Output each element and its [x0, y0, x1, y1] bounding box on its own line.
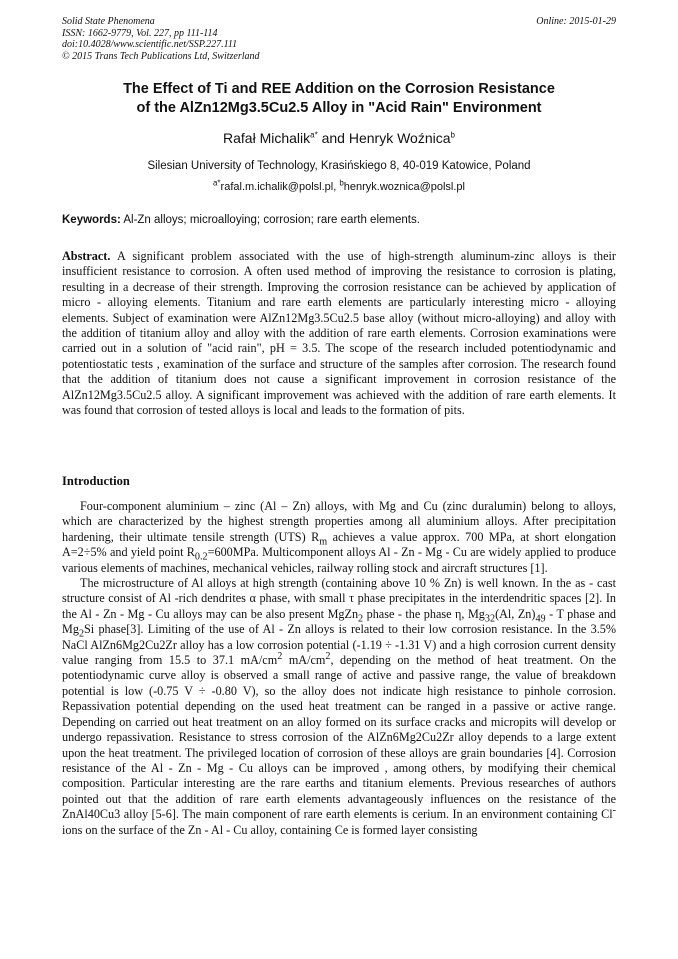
paper-title	[62, 80, 616, 118]
keywords-text: Al-Zn alloys; microalloying; corrosion; rare earth elements.	[120, 214, 420, 226]
intro-p2-sup-f: 2	[325, 651, 331, 662]
introduction-heading: Introduction	[62, 474, 130, 488]
keywords	[62, 214, 616, 226]
author-1: Rafał Michalik	[223, 130, 311, 146]
intro-p2-sub-b: 32	[484, 613, 496, 625]
title-line-2: of the AlZn12Mg3.5Cu2.5 Alloy in "Acid Rain" Environment	[136, 100, 542, 116]
author-2-mark: b	[450, 130, 455, 140]
intro-p2-sub-d: 2	[78, 628, 85, 640]
email-2-mark: b	[339, 178, 344, 188]
copyright-line: © 2015 Trans Tech Publications Ltd, Switzerland	[62, 50, 260, 62]
abstract	[62, 249, 616, 418]
intro-p2-text-a: The microstructure of Al alloys at high strength (containing above 10 % Zn) is well known. In the as - cast structure consist of Al -rich dendrites α phase, with small τ phase precipitates in the interdendritic spaces [2]. In the Al - Zn - Mg - Cu alloys may can be also present MgZn	[62, 576, 616, 621]
intro-p2-sup-e: 2	[277, 651, 283, 662]
intro-p2-text-d: - T phase and Mg	[62, 606, 617, 637]
intro-p2-text-f: mA/cm	[282, 653, 326, 668]
doi-line: doi:10.4028/www.scientific.net/SSP.227.111	[62, 39, 238, 51]
issn-line: ISSN: 1662-9779, Vol. 227, pp 111-114	[62, 27, 218, 39]
keywords-label: Keywords:	[62, 214, 121, 226]
intro-p2-text-c: (Al, Zn)	[495, 606, 536, 621]
intro-p2-sub-a: 2	[358, 613, 364, 625]
affiliation: Silesian University of Technology, Krasińskiego 8, 40-019 Katowice, Poland	[147, 160, 531, 172]
intro-p1-text-b: achieves a value approx. 700 MPa, at short elongation A=2÷5% and yield point R	[62, 529, 616, 560]
email-1[interactable]: rafal.m.ichalik@polsl.pl,	[220, 181, 340, 193]
intro-p2-sub-c: 49	[535, 613, 546, 625]
author-1-mark: a*	[310, 130, 318, 140]
author-2: Henryk Woźnica	[348, 130, 451, 146]
authors	[62, 130, 616, 146]
intro-paragraph-2	[62, 576, 616, 838]
intro-paragraph-1	[62, 499, 616, 576]
journal-header	[62, 16, 260, 62]
intro-p2-text-g: , depending on the method of heat treatment. On the potentiodynamic curve alloy is observed a small range of active and passive range, the value of breakdown potential is low (-0.75 V ÷ -0.80 V), so the alloy does not indicate high resistance to pinhole corrosion. Repassivation potential depending on the used heat treatment can be ranged in a passive or active range. Depending on carried out heat treatment on an alloy formed on its surface cracks and micropits will develop or undergo repassivation. Resistance to stress corrosion of the AlZn6Mg2Cu2Zr alloy depends to a large extent upon the heat treatment. The privileged location of corrosion of these alloys are grain boundaries [4]. Corrosion resistance of the Al - Zn - Mg - Cu alloys can be improved , among others, by modifying their chemical composition. Particular interesting are the rare earths and titanium elements. Previous researches of authors pointed out that the addition of rare earth elements advantageously influences on the resistance of the ZnAl40Cu3 alloy [5-6]. The main component of rare earth elements is cerium. In an environment containing Cl	[62, 653, 616, 822]
intro-p1-sub-m: m	[319, 536, 328, 548]
intro-p2-text-e: Si phase[3]. Limiting of the use of Al - Zn alloys is related to their low corrosion resistance. In the 3.5% NaCl AlZn6Mg2Cu2Zr alloy has a low corrosion potential (-1.19 ÷ -1.31 V) and a high corrosion current density value ranging from 15.5 to 37.1 mA/cm	[62, 622, 616, 668]
intro-p2-sup-g: -	[612, 805, 616, 817]
email-2[interactable]: henryk.woznica@polsl.pl	[343, 181, 465, 193]
online-date: Online: 2015-01-29	[536, 16, 616, 27]
intro-p1-text-a: Four-component aluminium – zinc (Al – Zn) alloys, with Mg and Cu (zinc duralumin) belong to alloys, which are characterized by the highest strength properties among all aluminium alloys. After precipitation hardening, their ultimate tensile strength (UTS) R	[62, 499, 616, 544]
intro-p2-text-h: ions on the surface of the Zn - Al - Cu alloy, containing Ce is formed layer consisting	[62, 822, 478, 837]
author-emails	[62, 178, 616, 193]
email-1-mark: a*	[212, 178, 221, 188]
intro-p1-sub-02: 0.2	[194, 551, 208, 563]
abstract-text: A significant problem associated with the use of high-strength aluminum-zinc alloys is their insufficient resistance to corrosion. A often used method of improving the resistance to corrosion is plating, resulting in a decrease of their strength. Improving the corrosion resistance can be achieved by application of micro - alloying elements. Titanium and rare earth elements are particularly interesting micro - alloying elements. Subject of examination were AlZn12Mg3.5Cu2.5 base alloy (without micro-alloying) and alloy with the addition of titanium alloy and alloy with the addition of rare earth elements. Corrosion examinations were carried out in a solution of "acid rain", pH = 3.5. The scope of the research included potentiodynamic and potentiostatic tests , examination of the surface and structure of the samples after corrosion. The research found that the addition of titanium does not cause a significant improvement in corrosion resistance of the AlZn12Mg3.5Cu2.5 alloy. A significant improvement was achieved with the addition of rare earth elements. It was found that corrosion of tested alloys is local and leads to the formation of pits.	[62, 249, 616, 418]
title-line-1: The Effect of Ti and REE Addition on the Corrosion Resistance	[123, 81, 555, 97]
intro-p1-text-c: =600MPa. Multicomponent alloys Al - Zn - Mg - Cu are widely applied to produce various elements of machines, mechanical vehicles, railway rolling stock and aircraft structures [1].	[62, 545, 616, 575]
author-separator: and	[317, 130, 349, 146]
journal-name: Solid State Phenomena	[62, 16, 155, 27]
introduction-body	[62, 499, 616, 838]
abstract-label: Abstract.	[62, 249, 111, 263]
intro-p2-text-b: phase - the phase η, Mg	[363, 606, 485, 621]
